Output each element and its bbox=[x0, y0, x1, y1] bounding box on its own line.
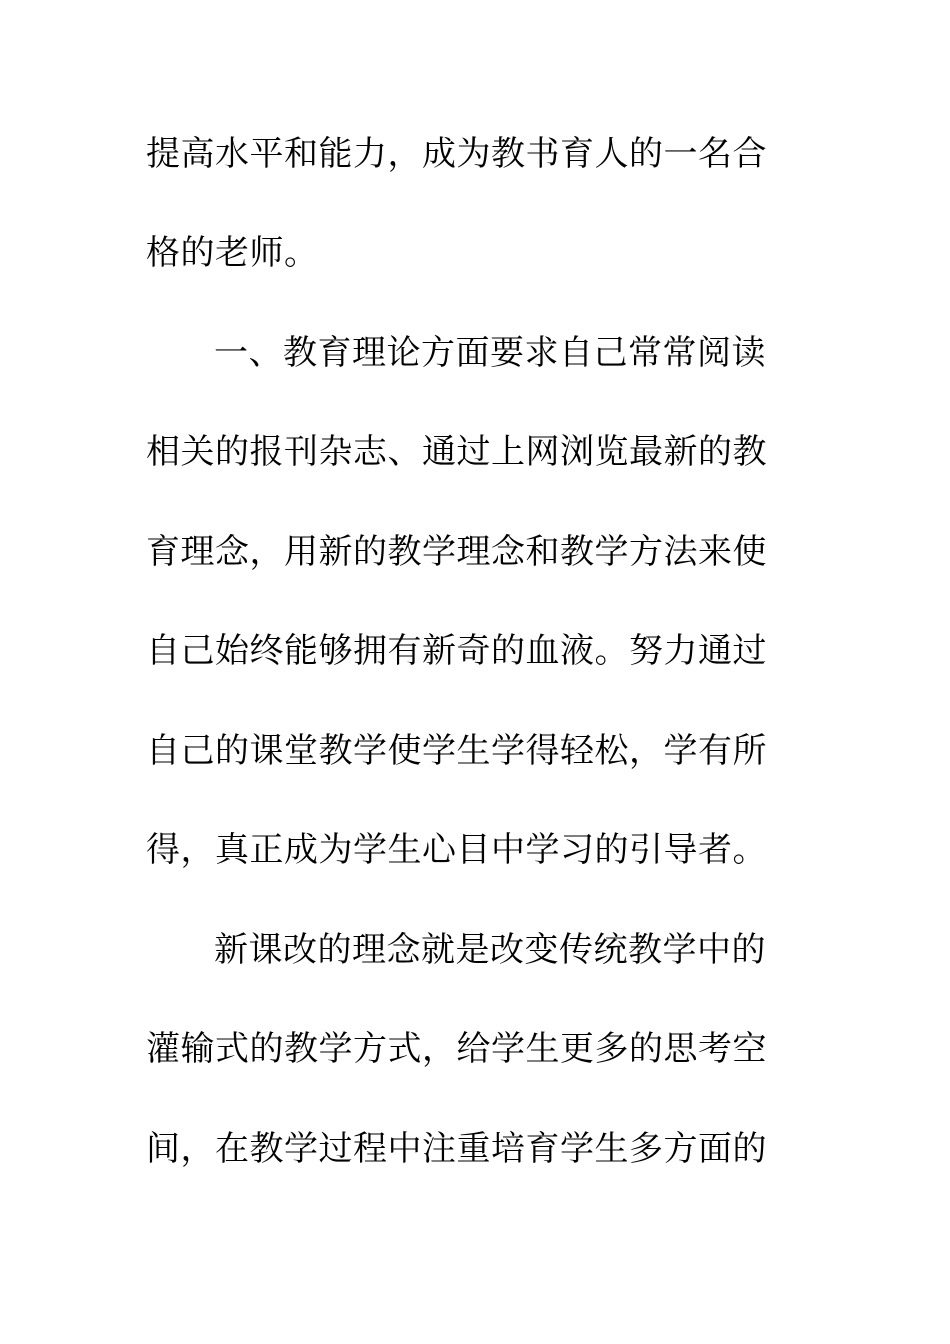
text-line: 提高水平和能力，成为教书育人的一名合 bbox=[146, 134, 767, 174]
paragraph-start-line: 一、教育理论方面要求自己常常阅读 bbox=[214, 333, 766, 373]
text-line: 育理念，用新的教学理念和教学方法来使 bbox=[146, 532, 767, 572]
text-line: 间，在教学过程中注重培育学生多方面的 bbox=[146, 1129, 767, 1169]
text-line: 得，真正成为学生心目中学习的引导者。 bbox=[146, 830, 767, 870]
paragraph-start-line: 新课改的理念就是改变传统教学中的 bbox=[214, 930, 766, 970]
text-line: 相关的报刊杂志、通过上网浏览最新的教 bbox=[146, 432, 767, 472]
text-line: 灌输式的教学方式，给学生更多的思考空 bbox=[146, 1029, 767, 1069]
text-line: 自己的课堂教学使学生学得轻松，学有所 bbox=[146, 731, 767, 771]
text-line: 自己始终能够拥有新奇的血液。努力通过 bbox=[146, 631, 767, 671]
text-line: 格的老师。 bbox=[146, 233, 319, 273]
